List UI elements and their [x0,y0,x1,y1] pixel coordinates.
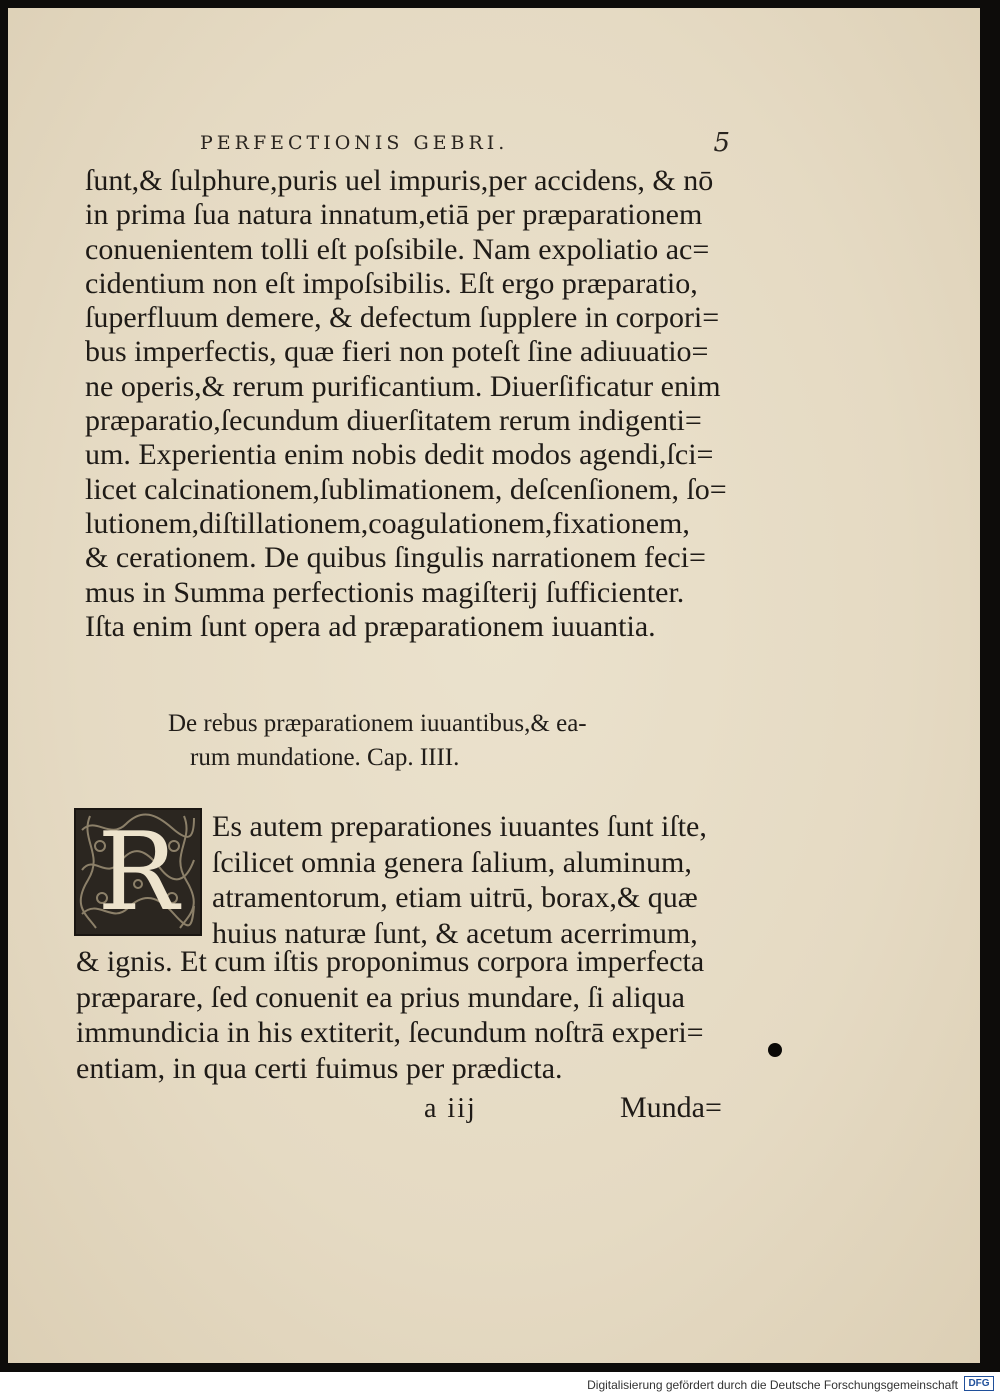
decorated-initial [74,808,202,936]
paragraph-2-full [76,944,766,1086]
text-line: mus in Summa perfectionis magiſterij ſufficienter. [85,575,685,609]
paragraph-1 [85,164,755,644]
text-line: ne operis,& rerum purificantium. Diuerſificatur enim [85,369,721,403]
running-head [200,128,730,162]
heading-line: De rebus præparationem iuuantibus,& ea- [168,710,587,737]
signature-mark: a iij [424,1093,477,1124]
text-line: Iſta enim ſunt opera ad præparationem iuuantia. [85,609,656,643]
page-number: 5 [713,128,730,158]
heading-line: rum mundatione. Cap. IIII. [190,744,460,771]
text-line: & ignis. Et cum iſtis proponimus corpora imperfecta [76,945,705,978]
text-line: entiam, in qua certi fuimus per prædicta. [76,1051,563,1085]
running-title: PERFECTIONIS GEBRI. [200,132,509,154]
text-line: bus imperfectis, quæ fieri non poteſt ſine adiuuatio= [85,335,709,369]
paragraph-2-indented [212,809,772,951]
chapter-heading [168,707,668,775]
catchword: Munda= [620,1091,722,1124]
digitization-credit: Digitalisierung gefördert durch die Deutsche Forschungsgemeinschaft [587,1378,958,1392]
text-line: conuenientem tolli eſt poſsibile. Nam expoliatio ac= [85,232,710,266]
text-line: licet calcinationem,ſublimationem, deſcenſionem, ſo= [85,472,727,506]
text-line: præparare, ſed conuenit ea prius mundare, ſi aliqua [76,980,685,1014]
text-line: & cerationem. De quibus ſingulis narrationem feci= [85,541,706,575]
text-line: cidentium non eſt impoſsibilis. Eſt ergo præparatio, [85,266,698,300]
text-line: huius naturæ ſunt, & acetum acerrimum, [212,916,698,950]
dfg-logo: DFG [964,1376,994,1391]
text-line: atramentorum, etiam uitrū, borax,& quæ [212,881,698,914]
ink-spot [768,1043,782,1057]
book-page [8,8,980,1363]
text-line: ſcilicet omnia genera ſalium, aluminum, [212,845,692,879]
text-line: Es autem preparationes iuuantes ſunt iſte, [212,810,707,843]
text-line: præparatio,ſecundum diuerſitatem rerum indigenti= [85,404,702,438]
text-line: ſunt,& ſulphure,puris uel impuris,per accidens, & nō [85,164,714,197]
text-line: in prima ſua natura innatum,etiā per præparationem [85,198,703,232]
text-line: immundicia in his extiterit, ſecundum noſtrā experi= [76,1016,704,1049]
initial-letter: R [97,810,179,935]
text-line: ſuperfluum demere, & defectum ſupplere in corpori= [85,301,720,335]
text-line: um. Experientia enim nobis dedit modos agendi,ſci= [85,438,714,472]
text-line: lutionem,diſtillationem,coagulationem,fixationem, [85,506,690,540]
